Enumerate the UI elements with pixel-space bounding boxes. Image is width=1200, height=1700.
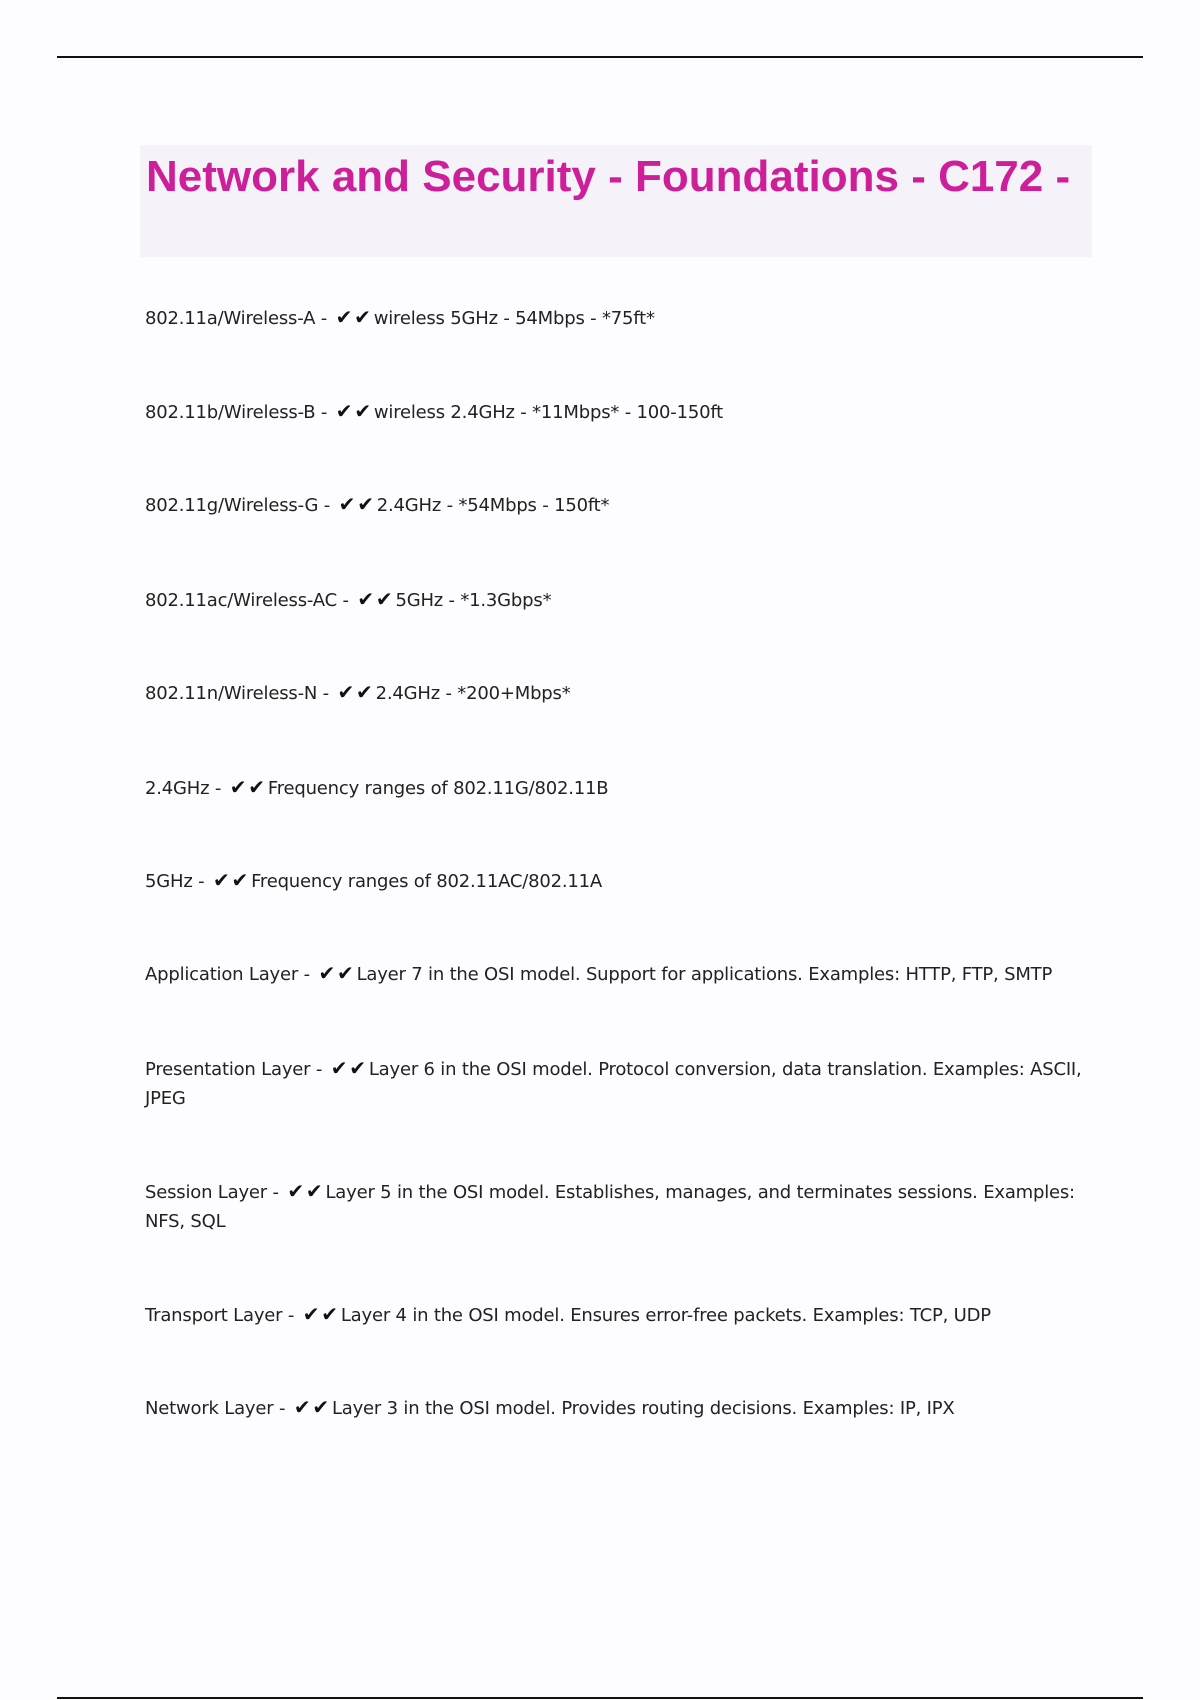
flashcard-entry [145, 773, 1095, 803]
answer-checkmarks [335, 305, 372, 329]
entry-definition: Layer 7 in the OSI model. Support for applications. Examples: HTTP, FTP, SMTP [356, 964, 1053, 985]
header-rule [57, 56, 1143, 58]
entry-term: 5GHz - [145, 871, 205, 892]
title-banner [140, 145, 1092, 257]
answer-checkmarks [286, 1179, 323, 1203]
check-icon: ✔ [356, 680, 373, 704]
footer-rule [57, 1697, 1143, 1699]
entry-definition: Layer 4 in the OSI model. Ensures error-free packets. Examples: TCP, UDP [340, 1305, 991, 1326]
check-icon: ✔ [231, 868, 249, 892]
entry-definition: Layer 6 in the OSI model. Protocol conversion, data translation. Examples: ASCII, JPEG [145, 1059, 1082, 1109]
answer-checkmarks [335, 399, 372, 423]
entry-definition: Layer 5 in the OSI model. Establishes, manages, and terminates sessions. Examples: NFS, SQL [145, 1182, 1075, 1232]
answer-checkmarks [330, 1056, 367, 1080]
entry-term: Session Layer - [145, 1182, 279, 1203]
check-icon: ✔ [349, 1056, 366, 1080]
check-icon: ✔ [302, 1302, 320, 1326]
entry-definition: wireless 2.4GHz - *11Mbps* - 100-150ft [373, 402, 724, 423]
check-icon: ✔ [354, 399, 371, 423]
entry-term: Network Layer - [145, 1398, 286, 1419]
entry-term: Transport Layer - [145, 1305, 295, 1326]
flashcard-entry [145, 959, 1095, 989]
entry-term: Application Layer - [145, 964, 310, 985]
check-icon: ✔ [335, 399, 353, 423]
entry-term: 802.11n/Wireless-N - [145, 683, 329, 704]
entry-definition: Frequency ranges of 802.11AC/802.11A [251, 871, 602, 892]
check-icon: ✔ [335, 305, 353, 329]
answer-checkmarks [338, 492, 375, 516]
check-icon: ✔ [337, 680, 355, 704]
flashcard-entry [145, 490, 1095, 520]
entry-term: 2.4GHz - [145, 778, 222, 799]
flashcard-entry [145, 678, 1095, 708]
entry-definition: wireless 5GHz - 54Mbps - *75ft* [373, 308, 655, 329]
answer-checkmarks [336, 680, 373, 704]
check-icon: ✔ [337, 961, 354, 985]
check-icon: ✔ [321, 1302, 338, 1326]
answer-checkmarks [212, 868, 249, 892]
flashcard-entry [145, 866, 1095, 896]
check-icon: ✔ [330, 1056, 348, 1080]
check-icon: ✔ [357, 492, 374, 516]
check-icon: ✔ [354, 305, 371, 329]
check-icon: ✔ [305, 1179, 323, 1203]
flashcard-entry [145, 397, 1095, 427]
entry-term: 802.11g/Wireless-G - [145, 495, 331, 516]
entry-definition: Frequency ranges of 802.11G/802.11B [267, 778, 609, 799]
entry-term: Presentation Layer - [145, 1059, 323, 1080]
check-icon: ✔ [338, 492, 356, 516]
flashcard-entry [145, 1300, 1095, 1330]
flashcard-entry [145, 303, 1095, 333]
answer-checkmarks [356, 587, 393, 611]
flashcard-entry [145, 585, 1095, 615]
check-icon: ✔ [357, 587, 374, 611]
flashcard-entry [145, 1393, 1095, 1423]
answer-checkmarks [302, 1302, 339, 1326]
check-icon: ✔ [293, 1395, 311, 1419]
check-icon: ✔ [312, 1395, 329, 1419]
entry-definition: 5GHz - *1.3Gbps* [395, 590, 552, 611]
entry-term: 802.11ac/Wireless-AC - [145, 590, 349, 611]
entry-term: 802.11a/Wireless-A - [145, 308, 328, 329]
check-icon: ✔ [318, 961, 335, 985]
entry-term: 802.11b/Wireless-B - [145, 402, 328, 423]
entry-definition: 2.4GHz - *54Mbps - 150ft* [376, 495, 610, 516]
check-icon: ✔ [375, 587, 393, 611]
check-icon: ✔ [212, 868, 230, 892]
document-title: Network and Security - Foundations - C172 - [146, 152, 1071, 201]
flashcard-entry [145, 1177, 1095, 1236]
check-icon: ✔ [229, 775, 247, 799]
entry-definition: 2.4GHz - *200+Mbps* [375, 683, 571, 704]
answer-checkmarks [229, 775, 266, 799]
answer-checkmarks [293, 1395, 330, 1419]
check-icon: ✔ [248, 775, 265, 799]
flashcard-entry [145, 1054, 1095, 1113]
entry-definition: Layer 3 in the OSI model. Provides routing decisions. Examples: IP, IPX [331, 1398, 955, 1419]
check-icon: ✔ [287, 1179, 304, 1203]
answer-checkmarks [317, 961, 354, 985]
